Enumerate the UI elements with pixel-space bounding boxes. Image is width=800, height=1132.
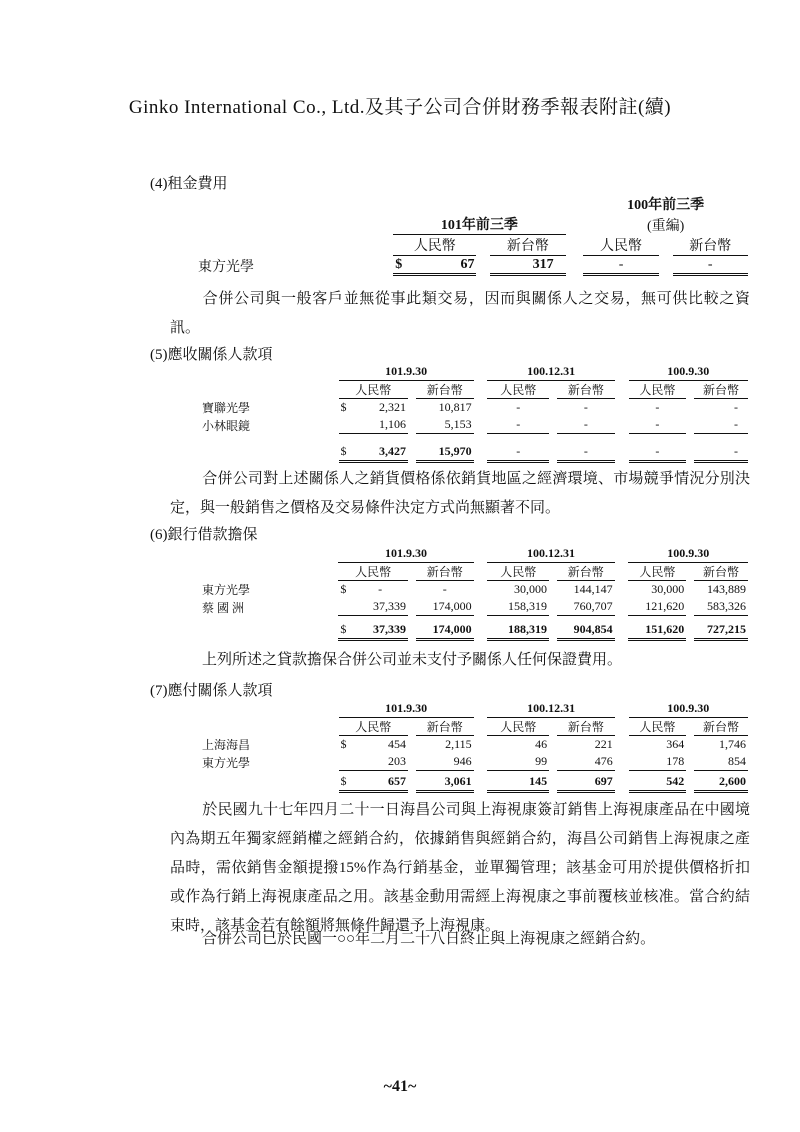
guarantees-table [200, 545, 748, 641]
payables-table [200, 700, 748, 793]
section-7-note: 於民國九十七年四月二十一日海昌公司與上海視康簽訂銷售上海視康產品在中國境內為期五年獨家經銷權之經銷合約，依據銷售與經銷合約，海昌公司銷售上海視康之產品時，需依銷售金額提撥15%作為行銷基金，並單獨管理；該基金可用於提供價格折扣或作為行銷上海視康產品之用。該基金動用需經上海視康之事前覆核並核准。當合約結束時，該基金若有餘額將無條件歸還予上海視康。 [170, 802, 750, 934]
section-6-title: (6)銀行借款擔保 [150, 527, 258, 543]
cell-value: 121,620 [628, 598, 686, 616]
section-6-note: 上列所述之貸款擔保合併公司並未支付予關係人任何保證費用。 [202, 652, 623, 668]
row-label: 上海海昌 [202, 738, 251, 752]
cell-value: 1,106 [352, 416, 408, 434]
cell-value: 174,000 [416, 598, 474, 616]
cell-value: 221 [594, 737, 613, 751]
col-ntd: 新台幣 [416, 381, 474, 399]
cell-value: - [629, 443, 687, 463]
cell-value: 454 [388, 737, 407, 751]
cell-value: 1,746 [719, 737, 746, 751]
section-4-note: 合併公司與一般客戶並無從事此類交易，因而與關係人之交易，無可供比較之資訊。 [170, 291, 750, 336]
cell-value: 174,000 [416, 621, 474, 641]
cell-value: - [516, 400, 521, 414]
col-rmb: 人民幣 [487, 718, 549, 736]
cell-value: - [487, 443, 549, 463]
col-rmb: 人民幣 [487, 563, 549, 581]
dollar-sign [339, 753, 353, 771]
cell-value: 15,970 [416, 443, 474, 463]
cell-value: 760,707 [557, 598, 615, 616]
page-title: Ginko International Co., Ltd.及其子公司合併財務季報表附註(續) [128, 97, 672, 118]
dollar-sign: $ [340, 737, 347, 751]
col-rmb: 人民幣 [339, 381, 409, 399]
col-rmb: 人民幣 [629, 718, 687, 736]
cell-value: - [734, 400, 738, 414]
section-7-note-2: 合併公司已於民國一○○年二月二十八日終止與上海視康之經銷合約。 [202, 931, 656, 947]
cell-value: 37,339 [352, 621, 408, 641]
table-row [196, 256, 748, 276]
cell-value: 67 [407, 256, 476, 276]
cell-value: 10,817 [438, 400, 472, 414]
period-header: 101.9.30 [339, 363, 474, 381]
cell-value: - [673, 256, 748, 276]
cell-value: 2,600 [694, 773, 748, 793]
row-label: 寶聯光學 [202, 401, 251, 415]
period-header: 100.12.31 [487, 545, 614, 563]
cell-value: - [694, 416, 748, 434]
cell-value: 542 [629, 773, 687, 793]
cell-value: - [442, 582, 447, 596]
cell-value: 143,889 [707, 582, 746, 596]
total-row [200, 773, 748, 793]
col-rmb: 人民幣 [487, 381, 549, 399]
period-header: 100.9.30 [629, 363, 748, 381]
col-ntd: 新台幣 [694, 718, 748, 736]
cell-value: 364 [666, 737, 685, 751]
row-label: 東方光學 [202, 583, 251, 597]
section-5-note: 合併公司對上述關係人之銷貨價格係依銷貨地區之經濟環境、市場競爭情況分別決定，與一般銷售之價格及交易條件決定方式尚無顯著不同。 [170, 471, 750, 516]
cell-value: 37,339 [352, 598, 408, 616]
cell-value: - [378, 582, 383, 596]
section-5-title: (5)應收關係人款項 [150, 347, 273, 363]
col-ntd: 新台幣 [416, 563, 474, 581]
cell-value: - [629, 416, 687, 434]
cell-value: - [655, 400, 660, 414]
cell-value: - [487, 416, 549, 434]
period-a-label: 101年前三季 [393, 214, 565, 235]
col-ntd: 新台幣 [673, 235, 748, 256]
cell-value: 5,153 [416, 416, 474, 434]
cell-value: 30,000 [651, 582, 685, 596]
period-header: 100.12.31 [487, 363, 614, 381]
table-row [200, 581, 748, 598]
col-ntd: 新台幣 [557, 563, 615, 581]
period-header: 100.12.31 [487, 700, 614, 718]
period-b-label: 100年前三季 [627, 198, 705, 213]
cell-value: 854 [694, 753, 748, 771]
dollar-sign: $ [340, 582, 347, 596]
section-4-title: (4)租金費用 [150, 176, 228, 192]
col-rmb: 人民幣 [583, 235, 658, 256]
cell-value: 151,620 [628, 621, 686, 641]
section-7-title: (7)應付關係人款項 [150, 683, 273, 699]
page-number: ~41~ [383, 1078, 417, 1095]
dollar-sign [338, 598, 352, 616]
rent-expense-table [196, 194, 748, 276]
row-label: 蔡 國 洲 [202, 600, 245, 615]
col-ntd: 新台幣 [694, 381, 748, 399]
row-label: 東方光學 [198, 260, 254, 275]
period-b-restated: (重編) [647, 218, 685, 234]
cell-value: - [583, 256, 658, 276]
cell-value: - [583, 400, 588, 414]
col-ntd: 新台幣 [416, 718, 474, 736]
receivables-table [200, 363, 748, 463]
cell-value: 188,319 [487, 621, 549, 641]
col-rmb: 人民幣 [339, 718, 408, 736]
period-header: 100.9.30 [629, 700, 748, 718]
cell-value: 145 [487, 773, 549, 793]
col-ntd: 新台幣 [557, 718, 615, 736]
cell-value: 178 [629, 753, 687, 771]
row-label: 東方光學 [202, 755, 251, 770]
cell-value: 158,319 [487, 598, 549, 616]
col-ntd: 新台幣 [694, 563, 748, 581]
col-rmb: 人民幣 [628, 563, 686, 581]
cell-value: 317 [490, 256, 565, 276]
cell-value: 657 [352, 773, 408, 793]
dollar-sign: $ [393, 256, 407, 276]
cell-value: 99 [487, 753, 549, 771]
period-header: 101.9.30 [339, 700, 474, 718]
table-row [200, 416, 748, 434]
total-row [200, 443, 748, 463]
cell-value: 3,427 [352, 443, 408, 463]
dollar-sign: $ [340, 400, 347, 414]
cell-value: 476 [557, 753, 615, 771]
dollar-sign: $ [338, 621, 352, 641]
cell-value: 904,854 [557, 621, 615, 641]
col-ntd: 新台幣 [490, 235, 565, 256]
cell-value: 697 [557, 773, 615, 793]
cell-value: 2,321 [379, 400, 407, 414]
table-row [200, 753, 748, 771]
cell-value: 946 [416, 753, 474, 771]
table-row [200, 598, 748, 616]
col-rmb: 人民幣 [393, 235, 476, 256]
cell-value: 2,115 [445, 737, 472, 751]
cell-value: 203 [352, 753, 408, 771]
table-row [200, 736, 748, 753]
cell-value: 46 [535, 737, 548, 751]
period-header: 101.9.30 [338, 545, 473, 563]
cell-value: - [694, 443, 748, 463]
dollar-sign [339, 416, 353, 434]
cell-value: 727,215 [694, 621, 748, 641]
period-header: 100.9.30 [628, 545, 748, 563]
cell-value: 3,061 [416, 773, 474, 793]
row-label: 小林眼鏡 [202, 418, 251, 433]
total-row [200, 621, 748, 641]
col-rmb: 人民幣 [338, 563, 408, 581]
cell-value: - [557, 416, 615, 434]
table-row [200, 399, 748, 416]
col-rmb: 人民幣 [629, 381, 687, 399]
cell-value: 30,000 [514, 582, 548, 596]
cell-value: - [557, 443, 615, 463]
col-ntd: 新台幣 [557, 381, 615, 399]
cell-value: 583,326 [694, 598, 748, 616]
dollar-sign: $ [339, 443, 353, 463]
cell-value: 144,147 [573, 582, 613, 596]
dollar-sign: $ [339, 773, 353, 793]
